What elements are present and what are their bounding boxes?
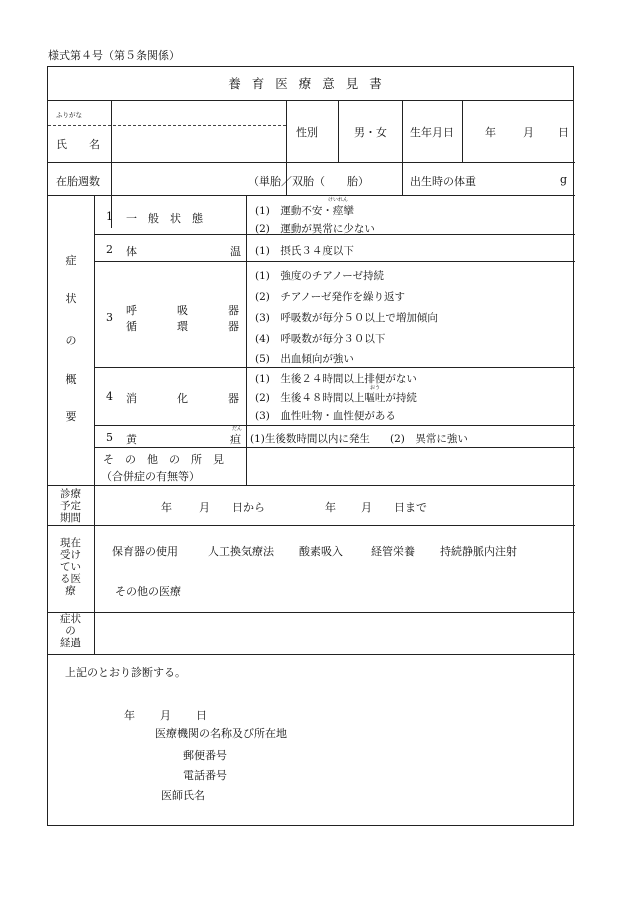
medical-opinion-form xyxy=(47,66,574,826)
respiratory-label-a-3: 器 xyxy=(228,304,239,317)
temperature-item-1: (1) 摂氏３４度以下 xyxy=(255,245,354,257)
birthdate-label: 生年月日 xyxy=(410,126,454,139)
jaundice-number: 5 xyxy=(106,431,113,444)
period-to-month: 月 xyxy=(361,501,372,514)
symptoms-label-1: 症 xyxy=(65,254,77,267)
name-label: 氏 名 xyxy=(56,138,100,151)
care-label-2: 受け xyxy=(60,549,81,561)
other-findings-label: そ の 他 の 所 見 xyxy=(103,453,224,466)
care-oxygen[interactable]: 酸素吸入 xyxy=(299,545,343,558)
care-incubator[interactable]: 保育器の使用 xyxy=(112,545,178,558)
postal-label: 郵便番号 xyxy=(183,749,227,762)
form-title: 養育医療意見書 xyxy=(48,67,573,101)
care-iv-injection[interactable]: 持続静脈内注射 xyxy=(440,545,517,558)
respiratory-item-5: (5) 出血傾向が強い xyxy=(255,353,354,365)
institution-label: 医療機関の名称及び所在地 xyxy=(155,727,287,740)
furigana-field[interactable] xyxy=(112,101,285,124)
general-number: 1 xyxy=(106,210,113,223)
period-from-year: 年 xyxy=(161,501,172,514)
complications-label: （合併症の有無等） xyxy=(101,470,200,483)
jaundice-label-a: 黄 xyxy=(126,433,137,446)
temperature-label-b: 温 xyxy=(230,245,241,258)
care-label-1: 現在 xyxy=(60,537,81,549)
care-tube-feeding[interactable]: 経管栄養 xyxy=(371,545,415,558)
diagnosis-month: 月 xyxy=(160,709,171,722)
respiratory-item-1: (1) 強度のチアノーゼ持続 xyxy=(255,270,385,282)
progress-label-1: 症状 xyxy=(60,613,81,625)
period-label-1: 診療 xyxy=(60,488,81,500)
diagnosis-statement: 上記のとおり診断する。 xyxy=(65,666,186,679)
digestive-label-1: 消 xyxy=(126,392,137,405)
temperature-label-a: 体 xyxy=(126,245,137,258)
digestive-ruby: おう xyxy=(370,385,381,391)
digestive-item-2: (2) 生後４８時間以上嘔吐が持続 xyxy=(255,392,417,404)
temperature-number: 2 xyxy=(106,243,113,256)
general-ruby: けいれん xyxy=(328,197,349,203)
jaundice-item-2: (2) 異常に強い xyxy=(390,433,468,445)
period-from-day: 日から xyxy=(232,501,265,514)
sex-options[interactable]: 男・女 xyxy=(354,126,387,139)
period-from-month: 月 xyxy=(199,501,210,514)
care-other[interactable]: その他の医療 xyxy=(115,585,181,598)
period-label-2: 予定 xyxy=(60,500,81,512)
birth-year: 年 xyxy=(485,126,496,139)
progress-field[interactable] xyxy=(95,613,573,653)
phone-label: 電話番号 xyxy=(183,769,227,782)
doctor-label: 医師氏名 xyxy=(161,789,205,802)
weight-unit: g xyxy=(560,173,568,186)
digestive-item-1: (1) 生後２４時間以上排便がない xyxy=(255,373,417,385)
name-field[interactable] xyxy=(112,126,285,161)
respiratory-label-b-2: 環 xyxy=(177,320,188,333)
jaundice-label-b: 疸 xyxy=(230,433,241,446)
birth-day: 日 xyxy=(558,126,569,139)
symptoms-label-3: の xyxy=(65,334,77,347)
period-to-day: 日まで xyxy=(394,501,427,514)
care-ventilation[interactable]: 人工換気療法 xyxy=(208,545,274,558)
respiratory-item-2: (2) チアノーゼ発作を繰り返す xyxy=(255,291,406,303)
respiratory-label-a-1: 呼 xyxy=(126,304,137,317)
digestive-label-2: 化 xyxy=(177,392,188,405)
jaundice-ruby: だん xyxy=(232,426,243,432)
period-label-3: 期間 xyxy=(60,512,81,524)
form-number: 様式第４号（第５条関係） xyxy=(48,49,180,62)
digestive-label-3: 器 xyxy=(228,392,239,405)
general-item-1: (1) 運動不安・痙攣 xyxy=(255,205,354,217)
symptoms-label-5: 要 xyxy=(65,410,77,423)
respiratory-item-4: (4) 呼吸数が毎分３０以下 xyxy=(255,333,386,345)
general-item-2: (2) 運動が異常に少ない xyxy=(255,223,375,235)
diagnosis-year: 年 xyxy=(124,709,135,722)
respiratory-label-b-1: 循 xyxy=(126,320,137,333)
gestation-label: 在胎週数 xyxy=(56,175,100,188)
general-label: 一 般 状 態 xyxy=(126,212,203,225)
care-label-3: てい xyxy=(60,561,81,573)
respiratory-label-b-3: 器 xyxy=(228,320,239,333)
diagnosis-day: 日 xyxy=(196,709,207,722)
birth-weight-label: 出生時の体重 xyxy=(410,175,476,188)
symptoms-label-2: 状 xyxy=(65,292,77,305)
respiratory-label-a-2: 吸 xyxy=(177,304,188,317)
care-label-4: る医 xyxy=(60,573,81,585)
digestive-item-3: (3) 血性吐物・血性便がある xyxy=(255,410,396,422)
pregnancy-type[interactable]: （単胎／双胎（ 胎） xyxy=(248,175,369,188)
jaundice-item-1: (1)生後数時間以内に発生 xyxy=(250,433,370,445)
symptoms-label-4: 概 xyxy=(65,373,77,386)
care-label-5: 療 xyxy=(65,585,76,597)
digestive-number: 4 xyxy=(106,390,113,403)
progress-label-3: 経過 xyxy=(60,637,81,649)
furigana-label: ふりがな xyxy=(56,111,82,119)
sex-label: 性別 xyxy=(296,126,318,139)
progress-label-2: の xyxy=(65,625,76,637)
other-findings-field[interactable] xyxy=(247,448,574,484)
respiratory-item-3: (3) 呼吸数が毎分５０以上で増加傾向 xyxy=(255,312,438,324)
respiratory-number: 3 xyxy=(106,311,113,324)
period-to-year: 年 xyxy=(325,501,336,514)
birth-month: 月 xyxy=(523,126,534,139)
